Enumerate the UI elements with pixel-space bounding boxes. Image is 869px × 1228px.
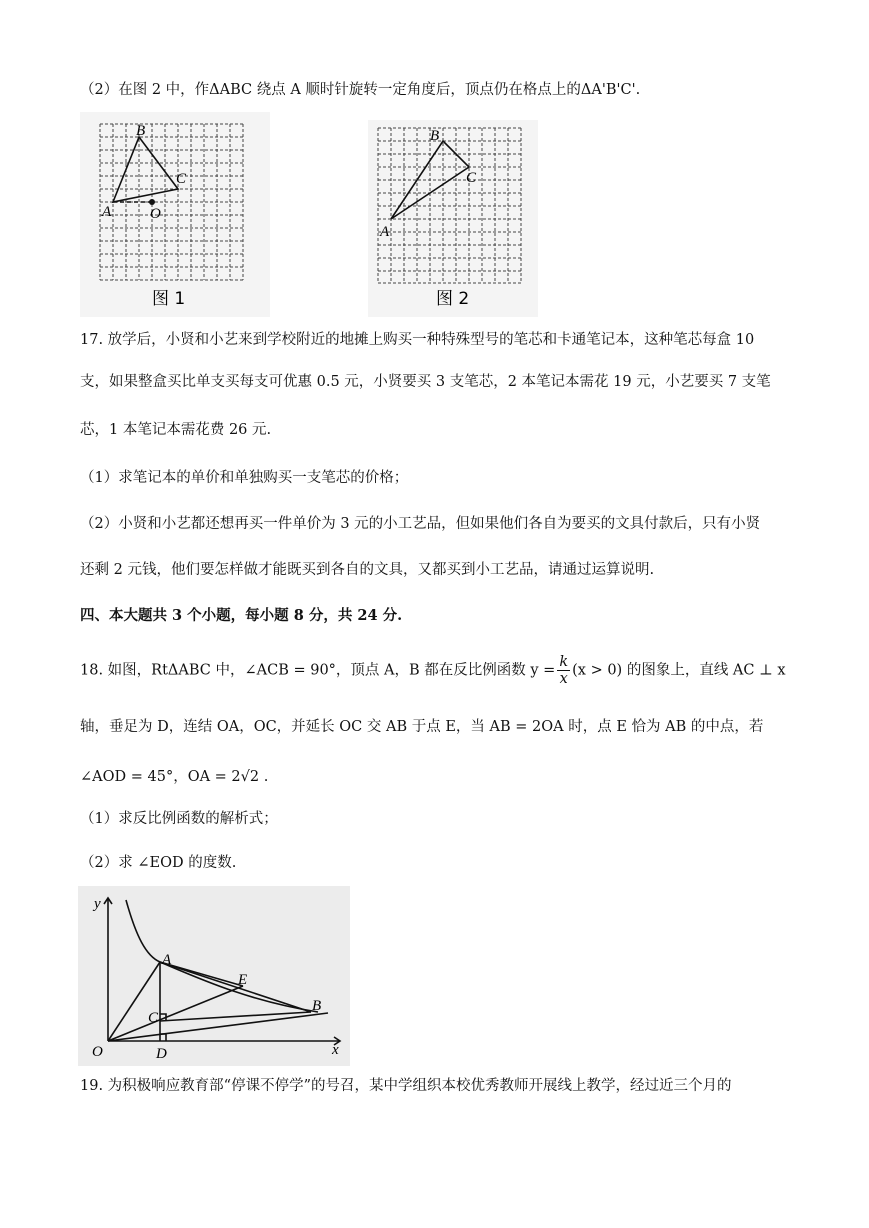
- fig2-label-a: A: [380, 224, 390, 240]
- section-4-heading: 四、本大题共 3 个小题，每小题 8 分，共 24 分.: [80, 607, 403, 624]
- figure-1-grid: [80, 112, 270, 317]
- q17-line-2: 支，如果整盒买比单支买每支可优惠 0.5 元，小贤要买 3 支笔芯，2 本笔记本需花 19 元，小艺要买 7 支笔: [80, 374, 771, 390]
- q17-part-1: （1）求笔记本的单价和单独购买一支笔芯的价格；: [80, 470, 409, 486]
- fig3-label-c: C: [148, 1010, 159, 1026]
- q17-line-3: 芯，1 本笔记本需花费 26 元.: [80, 422, 272, 438]
- q18-frac-den: x: [559, 671, 568, 687]
- fig3-label-b: B: [312, 998, 322, 1014]
- fig1-caption: 图 1: [152, 289, 186, 309]
- fig2-label-b: B: [430, 128, 440, 144]
- q18-part-2: （2）求 ∠EOD 的度数.: [80, 855, 237, 871]
- q17-part-2-line-2: 还剩 2 元钱，他们要怎样做才能既买到各自的文具，又都买到小工艺品，请通过运算说明.: [80, 562, 655, 578]
- fig1-label-b: B: [136, 123, 146, 139]
- q18-line-3: ∠AOD = 45°，OA = 2√2 .: [80, 769, 269, 785]
- q18-part-1: （1）求反比例函数的解析式；: [80, 811, 278, 827]
- q18-line-1: [80, 654, 786, 687]
- q18-line-1-a: 18. 如图，RtΔABC 中，∠ACB = 90°，顶点 A，B 都在反比例函数 y =: [80, 662, 556, 679]
- fig1-label-o: O: [150, 206, 161, 222]
- fig1-label-c: C: [176, 171, 187, 187]
- fig3-label-d: D: [156, 1046, 167, 1062]
- figure-2-grid: [368, 120, 538, 317]
- q18-frac-num: k: [559, 654, 569, 670]
- fig3-label-y: y: [94, 896, 101, 912]
- fig2-caption: 图 2: [436, 289, 470, 309]
- q18-line-1-b: (x > 0) 的图象上，直线 AC ⊥ x: [572, 662, 786, 679]
- q18-line-2: 轴，垂足为 D，连结 OA，OC，并延长 OC 交 AB 于点 E，当 AB = 2OA 时，点 E 恰为 AB 的中点，若: [80, 719, 764, 735]
- figure-3-hyperbola: [78, 886, 350, 1066]
- q16-part2-text: （2）在图 2 中，作ΔABC 绕点 A 顺时针旋转一定角度后，顶点仍在格点上的ΔA'B'C'.: [80, 82, 641, 98]
- fig3-label-a: A: [162, 952, 172, 968]
- q17-line-1: 17. 放学后，小贤和小艺来到学校附近的地摊上购买一种特殊型号的笔芯和卡通笔记本，这种笔芯每盒 10: [80, 332, 755, 348]
- fig1-label-a: A: [102, 204, 112, 220]
- q18-fraction: [557, 654, 570, 687]
- fig3-label-x: x: [332, 1042, 339, 1058]
- fig3-label-o: O: [92, 1044, 103, 1060]
- q17-part-2-line-1: （2）小贤和小艺都还想再买一件单价为 3 元的小工艺品，但如果他们各自为要买的文具付款后，只有小贤: [80, 516, 761, 532]
- fig3-label-e: E: [238, 972, 248, 988]
- fig2-label-c: C: [466, 170, 477, 186]
- q19-line-1: 19. 为积极响应教育部“停课不停学”的号召，某中学组织本校优秀教师开展线上教学，经过近三个月的: [80, 1078, 732, 1094]
